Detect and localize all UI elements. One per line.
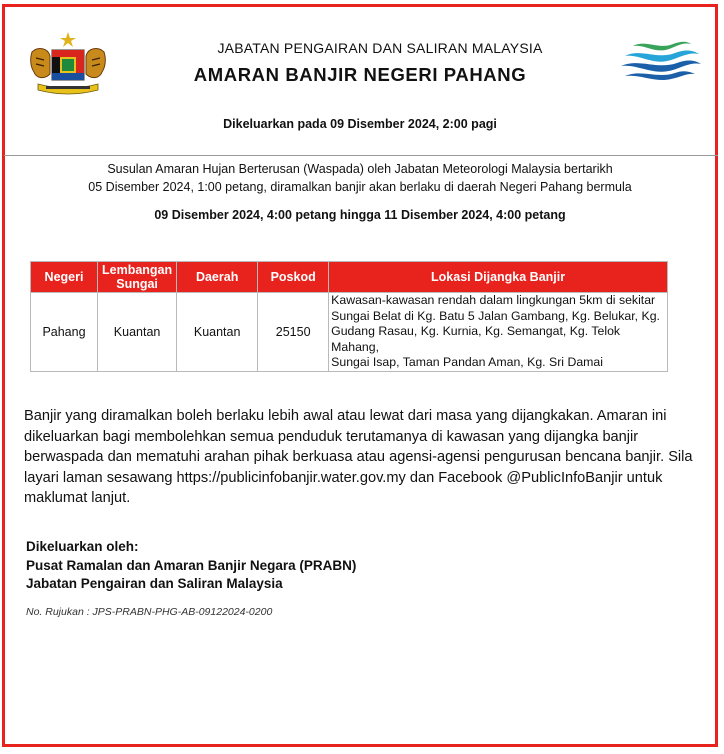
divider <box>4 155 718 156</box>
header-poskod: Poskod <box>258 262 329 293</box>
notice-line: layari laman sesawang https://publicinfobanjir.water.gov.my dan Facebook @PublicInfoBanjir untuk <box>24 469 663 486</box>
lokasi-line: Sungai Belat di Kg. Batu 5 Jalan Gambang, Kg. Belukar, Kg. <box>331 308 660 323</box>
cell-lembangan: Kuantan <box>98 293 177 372</box>
header-lembangan-sungai <box>98 262 177 293</box>
header-negeri: Negeri <box>31 262 98 293</box>
table-header-row <box>31 262 668 293</box>
coat-of-arms-icon <box>28 30 108 96</box>
notice-line: dikeluarkan bagi membolehkan semua penduduk terutamanya di kawasan yang dijangka banjir <box>24 428 639 445</box>
jps-waves-logo-icon <box>619 38 703 84</box>
cell-negeri: Pahang <box>31 293 98 372</box>
issuer-centre: Pusat Ramalan dan Amaran Banjir Negara (PRABN) <box>26 557 357 573</box>
reference-number: No. Rujukan : JPS-PRABN-PHG-AB-09122024-0200 <box>26 606 273 618</box>
department-name: JABATAN PENGAIRAN DAN SALIRAN MALAYSIA <box>217 40 543 56</box>
lokasi-line: Kawasan-kawasan rendah dalam lingkungan 5km di sekitar <box>331 293 656 307</box>
notice-paragraph <box>24 406 700 509</box>
issued-datetime: Dikeluarkan pada 09 Disember 2024, 2:00 pagi <box>223 117 497 131</box>
intro-text <box>40 160 680 196</box>
header-lembangan-line: Lembangan <box>102 263 173 277</box>
issuer-block <box>26 538 356 594</box>
intro-line: Susulan Amaran Hujan Berterusan (Waspada) oleh Jabatan Meteorologi Malaysia bertarikh <box>107 162 613 176</box>
warning-period: 09 Disember 2024, 4:00 petang hingga 11 Disember 2024, 4:00 petang <box>154 208 566 222</box>
cell-lokasi <box>329 293 668 372</box>
table-row <box>31 293 668 372</box>
cell-poskod: 25150 <box>258 293 329 372</box>
page-title: AMARAN BANJIR NEGERI PAHANG <box>193 64 527 85</box>
notice-line: Banjir yang diramalkan boleh berlaku lebih awal atau lewat dari masa yang dijangkakan. Amaran ini <box>24 408 667 424</box>
lokasi-line: Sungai Isap, Taman Pandan Aman, Kg. Sri Damai <box>331 355 603 369</box>
header-lokasi: Lokasi Dijangka Banjir <box>329 262 668 293</box>
issuer-label: Dikeluarkan oleh: <box>26 539 139 554</box>
header-daerah: Daerah <box>177 262 258 293</box>
cell-daerah: Kuantan <box>177 293 258 372</box>
document-border <box>2 4 718 747</box>
notice-line: maklumat lanjut. <box>24 490 131 506</box>
intro-line: 05 Disember 2024, 1:00 petang, diramalkan banjir akan berlaku di daerah Negeri Pahang bermula <box>88 180 632 194</box>
header-sungai-line: Sungai <box>116 277 158 291</box>
notice-line: berwaspada dan mematuhi arahan pihak berkuasa atau agensi-agensi pengurusan bencana banjir. Sila <box>24 449 693 465</box>
flood-location-table <box>30 261 668 372</box>
issuer-agency: Jabatan Pengairan dan Saliran Malaysia <box>26 576 283 591</box>
lokasi-line: Gudang Rasau, Kg. Kurnia, Kg. Semangat, Kg. Telok Mahang, <box>331 324 621 354</box>
